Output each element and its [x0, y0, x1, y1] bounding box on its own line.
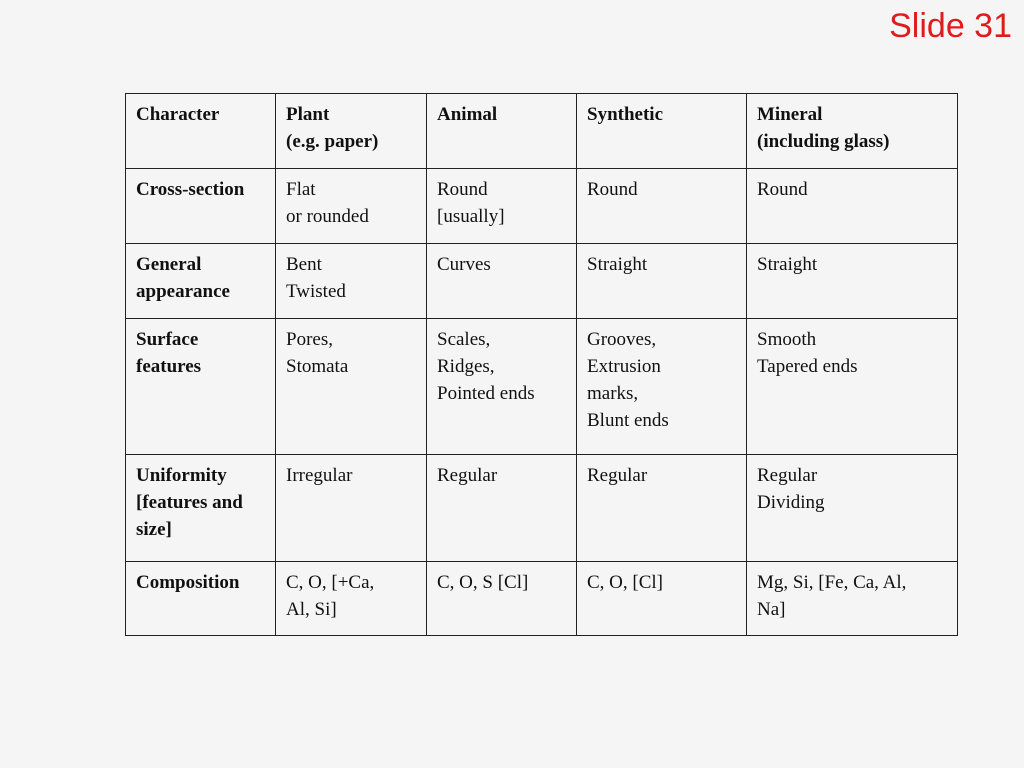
slide-number: Slide 31 [889, 7, 1012, 45]
cell-line: [features and [136, 492, 243, 513]
table-row [126, 169, 958, 244]
cell-line: (including glass) [757, 131, 890, 152]
cell-line: features [136, 356, 202, 377]
cell-line: Curves [437, 254, 491, 275]
cell-line: Twisted [286, 281, 346, 302]
table-cell-animal [427, 169, 577, 244]
cell-line: Ridges, [437, 356, 495, 377]
cell-line: Grooves, [587, 329, 657, 350]
cell-line: Bent [286, 254, 322, 275]
cell-line: Mg, Si, [Fe, Ca, Al, [757, 572, 907, 593]
cell-line: Extrusion [587, 356, 661, 377]
table-cell-animal [427, 455, 577, 562]
cell-line: Straight [757, 254, 818, 275]
cell-line: Irregular [286, 465, 353, 486]
header-cell-synthetic [577, 94, 747, 169]
cell-line: appearance [136, 281, 230, 302]
cell-line: Surface [136, 329, 199, 350]
table-cell-mineral [747, 455, 958, 562]
cell-line: Round [437, 179, 488, 200]
cell-line: [usually] [437, 206, 505, 227]
row-header-cell [126, 169, 276, 244]
cell-line: Round [587, 179, 638, 200]
cell-line: Pores, [286, 329, 333, 350]
table-cell-plant [276, 455, 427, 562]
header-cell-character [126, 94, 276, 169]
cell-line: C, O, [+Ca, [286, 572, 375, 593]
table-row [126, 455, 958, 562]
table-cell-synthetic [577, 169, 747, 244]
table-cell-animal [427, 562, 577, 636]
table-cell-animal [427, 319, 577, 455]
table-cell-plant [276, 169, 427, 244]
table-cell-plant [276, 244, 427, 319]
row-header-cell [126, 244, 276, 319]
table-row [126, 562, 958, 636]
cell-line: Regular [587, 465, 648, 486]
cell-line: Tapered ends [757, 356, 858, 377]
cell-line: Straight [587, 254, 648, 275]
cell-line: Pointed ends [437, 383, 535, 404]
cell-line: General [136, 254, 202, 275]
cell-line: Uniformity [136, 465, 227, 486]
cell-line: Scales, [437, 329, 491, 350]
cell-line: Flat [286, 179, 316, 200]
cell-line: Blunt ends [587, 410, 669, 431]
table-cell-mineral [747, 319, 958, 455]
cell-line: marks, [587, 383, 639, 404]
cell-line: Round [757, 179, 808, 200]
cell-line: Synthetic [587, 104, 663, 125]
table-header-row [126, 94, 958, 169]
table-row [126, 319, 958, 455]
table-cell-synthetic [577, 562, 747, 636]
cell-line: Plant [286, 104, 330, 125]
fiber-characteristics-table [125, 93, 958, 636]
cell-line: Character [136, 104, 220, 125]
cell-line: size] [136, 519, 172, 540]
table-cell-synthetic [577, 319, 747, 455]
cell-line: C, O, S [Cl] [437, 572, 529, 593]
cell-line: Dividing [757, 492, 825, 513]
cell-line: or rounded [286, 206, 369, 227]
header-cell-animal [427, 94, 577, 169]
cell-line: C, O, [Cl] [587, 572, 663, 593]
table-cell-animal [427, 244, 577, 319]
cell-line: Stomata [286, 356, 349, 377]
row-header-cell [126, 319, 276, 455]
cell-line: Al, Si] [286, 599, 337, 620]
cell-line: Smooth [757, 329, 817, 350]
row-header-cell [126, 562, 276, 636]
table-cell-synthetic [577, 455, 747, 562]
table-cell-synthetic [577, 244, 747, 319]
table-cell-plant [276, 562, 427, 636]
cell-line: Regular [437, 465, 498, 486]
table-cell-mineral [747, 244, 958, 319]
table-cell-mineral [747, 169, 958, 244]
cell-line: Cross-section [136, 179, 245, 200]
header-cell-plant [276, 94, 427, 169]
cell-line: Animal [437, 104, 498, 125]
cell-line: Mineral [757, 104, 823, 125]
table-row [126, 244, 958, 319]
row-header-cell [126, 455, 276, 562]
table-cell-plant [276, 319, 427, 455]
cell-line: Composition [136, 572, 240, 593]
header-cell-mineral [747, 94, 958, 169]
cell-line: Regular [757, 465, 818, 486]
cell-line: (e.g. paper) [286, 131, 379, 152]
table-cell-mineral [747, 562, 958, 636]
cell-line: Na] [757, 599, 786, 620]
